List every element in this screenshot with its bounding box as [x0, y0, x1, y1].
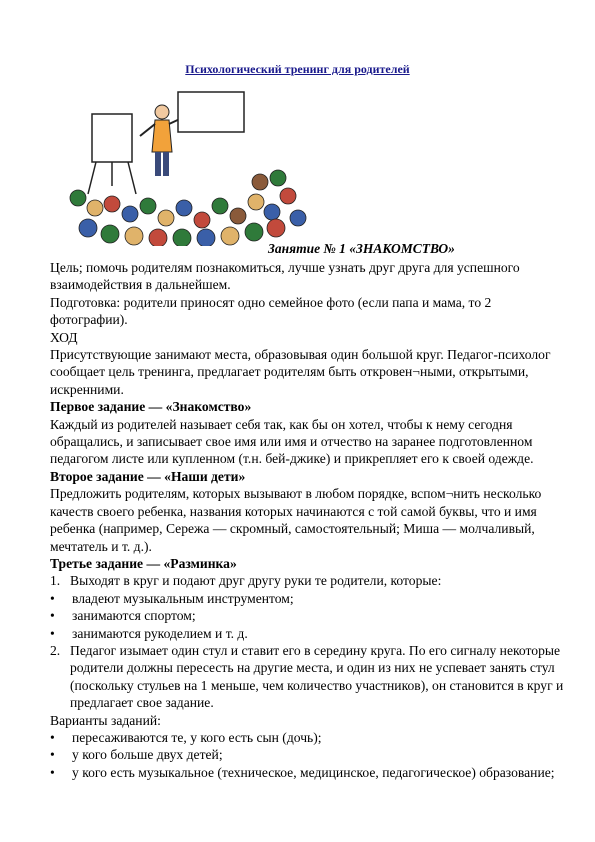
- list-item-text: пересаживаются те, у кого есть сын (дочь);: [72, 729, 322, 745]
- bullet-icon: •: [50, 625, 55, 641]
- step-1-text: Выходят в круг и подают друг другу руки те родители, которые:: [70, 573, 442, 589]
- list-item: [50, 590, 570, 607]
- goal-paragraph: Цель; помочь родителям познакомиться, лучше узнать друг друга для успешного взаимодействия в дальнейшем.: [50, 260, 520, 293]
- list-item-text: у кого есть музыкальное (техническое, медицинское, педагогическое) образование;: [72, 764, 555, 780]
- bullet-icon: •: [50, 608, 55, 624]
- step-1: [50, 572, 570, 589]
- task2-title: Второе задание — «Наши дети»: [50, 468, 246, 484]
- list-item-text: занимаются спортом;: [72, 608, 196, 624]
- lesson-heading: Занятие № 1 «ЗНАКОМСТВО»: [268, 241, 455, 256]
- step-2-number: 2.: [50, 642, 61, 658]
- intro-paragraph: Присутствующие занимают места, образовывая один большой круг. Педагог-психолог сообщает цель тренинга, предлагает родителям быть откровен¬ными, открытыми, искренними.: [50, 347, 551, 397]
- bullet-icon: •: [50, 764, 55, 780]
- bullet-icon: •: [50, 747, 55, 763]
- task1-title: Первое задание — «Знакомство»: [50, 399, 252, 415]
- presentation-screen: [178, 92, 244, 132]
- audience-crowd: [70, 170, 306, 246]
- task3-title: Третье задание — «Разминка»: [50, 555, 237, 571]
- bullet-icon: •: [50, 590, 55, 606]
- hod-heading: ХОД: [50, 329, 78, 345]
- list-item-text: занимаются рукоделием и т. д.: [72, 625, 248, 641]
- list-item: [50, 729, 570, 746]
- document-body: [50, 259, 570, 781]
- prep-paragraph: Подготовка: родители приносят одно семейное фото (если папа и мама, то 2 фотографии).: [50, 294, 492, 328]
- list-item: [50, 764, 570, 781]
- list-item: [50, 607, 570, 624]
- step-2: [50, 642, 570, 712]
- step-2-text: Педагог изымает один стул и ставит его в середину круга. По его сигналу некоторые родители должны пересесть на другие места, и один из них не успевает занять стул (поскольку стульев на 1 меньше, чем количество участников), он становится в круг и предлагает свое задание.: [70, 642, 564, 711]
- variants-title: Варианты заданий:: [50, 712, 161, 728]
- list-item: [50, 746, 570, 763]
- step-1-number: 1.: [50, 573, 61, 589]
- list-item: [50, 625, 570, 642]
- list-item-text: владеют музыкальным инструментом;: [72, 590, 294, 606]
- task2-text: Предложить родителям, которых вызывают в любом порядке, вспом¬нить несколько качеств своего ребенка, названия которых начинаются с той самой буквы, что и имя ребенка (например, Сережа — скромный, самостоятельный; Миша — молчаливый, мечтатель и т. д.).: [50, 486, 542, 554]
- flipchart-easel: [88, 114, 136, 194]
- bullet-icon: •: [50, 729, 55, 745]
- training-illustration: [60, 86, 310, 246]
- page-title: Психологический тренинг для родителей: [185, 62, 410, 76]
- list-item-text: у кого больше двух детей;: [72, 747, 223, 763]
- task1-text: Каждый из родителей называет себя так, как бы он хотел, чтобы к нему сегодня обращались, и записывает свое имя или имя и отчество на заранее подготовленном педагогом листе или купленном (т.н. бей-джике) и прикрепляет его к своей одежде.: [50, 416, 534, 467]
